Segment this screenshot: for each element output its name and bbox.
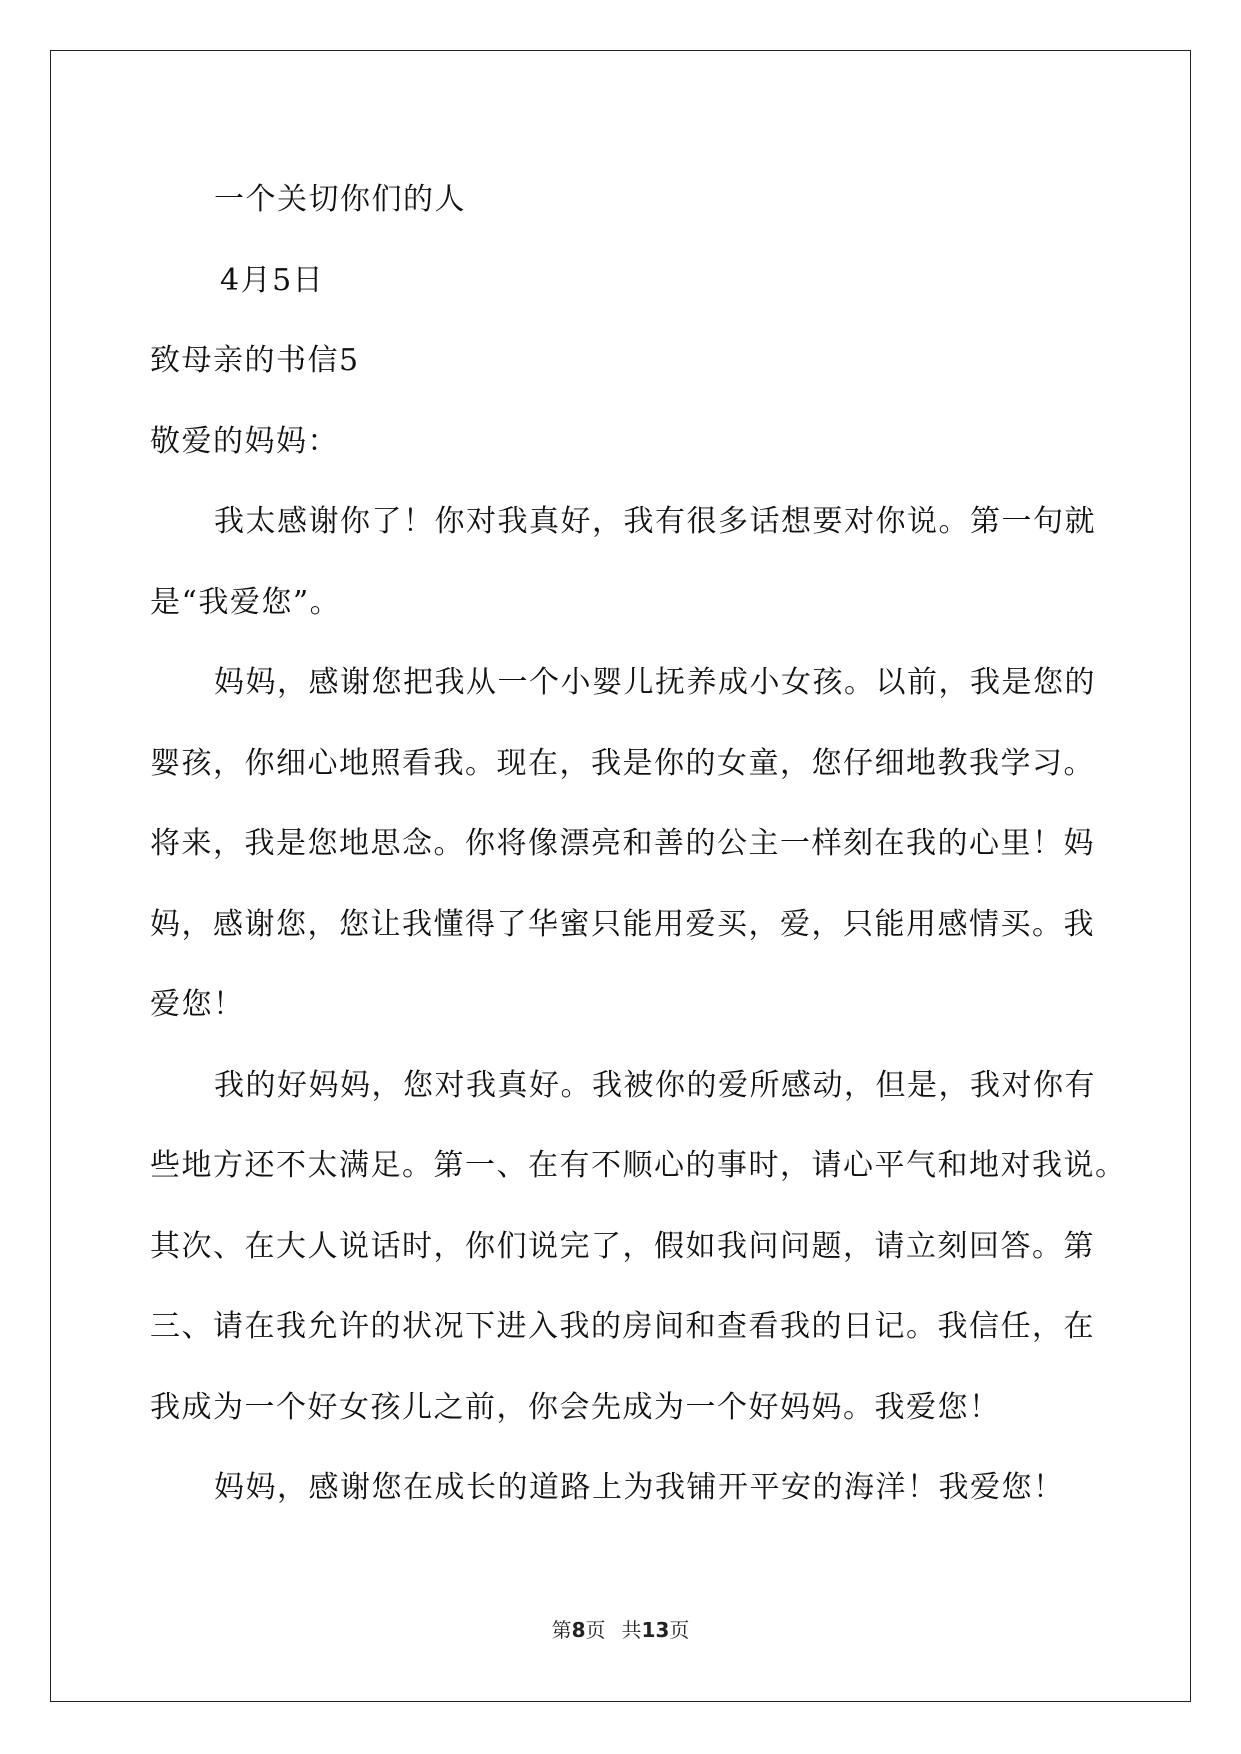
text-line: 我太感谢你了！你对我真好，我有很多话想要对你说。第一句就 (214, 504, 1096, 539)
text-line: 妈妈，感谢您在成长的道路上为我铺开平安的海洋！我爱您！ (214, 1470, 1065, 1505)
text-line: 些地方还不太满足。第一、在有不顺心的事时，请心平气和地对我说。 (150, 1148, 1127, 1183)
text-line: 我的好妈妈，您对我真好。我被你的爱所感动，但是，我对你有 (214, 1067, 1096, 1103)
page-suffix: 页 (585, 1618, 606, 1642)
letter-title: 致母亲的书信5 (150, 343, 360, 378)
text-line: 婴孩，你细心地照看我。现在，我是你的女童，您仔细地教我学习。 (150, 745, 1095, 781)
text-line: 爱您！ (150, 987, 245, 1022)
text-line: 我成为一个好女孩儿之前，你会先成为一个好妈妈。我爱您！ (150, 1389, 1001, 1425)
text-line: 妈妈，感谢您把我从一个小婴儿抚养成小女孩。以前，我是您的 (214, 665, 1096, 700)
text-line: 一个关切你们的人 (214, 182, 466, 217)
text-line: 将来，我是您地思念。你将像漂亮和善的公主一样刻在我的心里！妈 (150, 826, 1095, 861)
total-pages: 13 (641, 1618, 670, 1642)
page-number: 8 (571, 1618, 586, 1642)
total-prefix: 共 (621, 1618, 642, 1642)
text-line: 妈，感谢您，您让我懂得了华蜜只能用爱买，爱，只能用感情买。我 (150, 906, 1095, 942)
text-line: 其次、在大人说话时，你们说完了，假如我问问题，请立刻回答。第 (150, 1228, 1095, 1264)
page-footer (0, 1614, 1241, 1643)
salutation: 敬爱的妈妈： (150, 423, 339, 459)
text-line: 三、请在我允许的状况下进入我的房间和查看我的日记。我信任，在 (150, 1309, 1095, 1344)
text-line: 是“我爱您”。 (150, 584, 342, 620)
document-body (150, 160, 1127, 1529)
text-line: 4月5日 (220, 262, 325, 298)
page-prefix: 第 (551, 1618, 572, 1642)
total-suffix: 页 (669, 1618, 690, 1642)
